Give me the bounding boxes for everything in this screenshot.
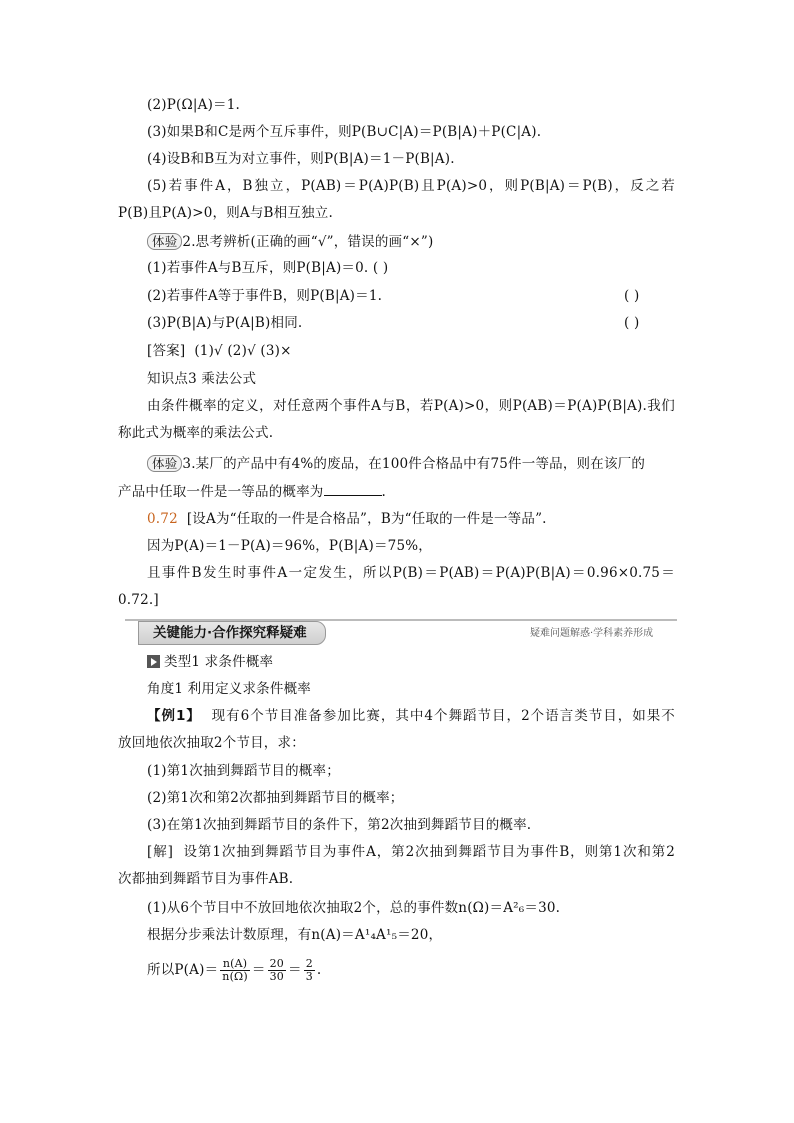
solution-line: 因为P(A)＝1－P(A)＝96%，P(B|A)＝75%， [147,538,432,554]
answer-paren: ( ) [624,315,640,331]
answer-text: (1)√ (2)√ (3)× [194,343,292,359]
section-slogan: 疑难问题解惑·学科素养形成 [530,628,654,639]
example-text: 现有6个节目准备参加比赛，其中4个舞蹈节目，2个语言类节目，如果不 [211,708,675,724]
question-text: 产品中任取一件是一等品的概率为 [118,484,324,500]
section-title: 关键能力·合作探究释疑难 [138,621,326,645]
answer-line [147,342,292,360]
solution-line: 且事件B发生时事件A一定发生，所以P(B)＝P(AB)＝P(A)P(B|A)＝0.96×0.75＝ [147,565,675,581]
practice-3 [147,455,645,473]
answer-blank [324,482,382,496]
answer-value: 0.72 [147,511,178,527]
type-title: 类型1 求条件概率 [164,654,274,670]
solution-text: 设第1次抽到舞蹈节目为事件A，第2次抽到舞蹈节目为事件B，则第1次和第2 [183,844,675,860]
question-3: (3)P(B|A)与P(A|B)相同. [147,315,303,331]
fraction-numerator: n(A) [220,958,250,971]
fraction-numerator: 2 [305,957,313,970]
solution-line: 0.72.] [118,592,159,608]
formula-prefix: 所以P(A)＝ [147,962,219,978]
period: . [316,962,322,978]
solution-line: 次都抽到舞蹈节目为事件AB. [118,871,294,887]
equals-sign: ＝ [287,962,302,978]
solution-step [147,955,321,985]
fraction [304,958,315,983]
question-1: (1)若事件A与B互斥，则P(B|A)＝0. ( ) [147,260,389,276]
fraction [220,958,250,983]
practice-2 [147,233,433,251]
solution-step: (1)从6个节目中不放回地依次抽取2个，总的事件数n(Ω)＝A²₆＝30. [147,900,561,916]
text-line: P(B)且P(A)>0，则A与B相互独立. [118,205,333,221]
text-line: (4)设B和B互为对立事件，则P(B|A)＝1－P(B|A). [147,151,455,167]
question-2: (2)若事件A等于事件B，则P(B|A)＝1. [147,288,383,304]
practice-tag: 体验 [147,233,182,250]
practice-text: 3.某厂的产品中有4%的废品，在100件合格品中有75件一等品，则在该厂的 [182,456,646,472]
solution-line [147,843,675,861]
example-line: 放回地依次抽取2个节目，求： [118,735,305,751]
fraction-denominator: 3 [305,970,313,983]
practice-tag: 体验 [147,455,182,472]
solution-line [147,510,547,528]
text-line: (5)若事件A，B独立，P(AB)＝P(A)P(B)且P(A)>0，则P(B|A)＝P(B)，反之若 [147,178,675,194]
example-line [147,707,675,725]
text-line: (3)如果B和C是两个互斥事件，则P(B∪C|A)＝P(B|A)＋P(C|A). [147,124,542,140]
example-question: (3)在第1次抽到舞蹈节目的条件下，第2次抽到舞蹈节目的概率. [147,817,532,833]
example-question: (1)第1次抽到舞蹈节目的概率； [147,763,340,779]
practice-text: 2.思考辨析(正确的画“√”，错误的画“×”) [182,234,434,250]
fraction-denominator: 30 [269,970,284,983]
text-line: 由条件概率的定义，对任意两个事件A与B，若P(A)>0，则P(AB)＝P(A)P(B|A).我们 [147,398,675,414]
solution-text: [设A为“任取的一件是合格品”，B为“任取的一件是一等品”. [186,511,547,527]
play-icon [147,655,160,668]
fraction-denominator: n(Ω) [222,970,248,983]
equals-sign: ＝ [251,962,266,978]
fraction [268,958,286,983]
example-label: 【例1】 [147,708,201,724]
solution-step: 根据分步乘法计数原理，有n(A)＝A¹₄A¹₅＝20， [147,927,443,943]
text-line: 产品中任取一件是一等品的概率为 . [118,484,386,500]
example-question: (2)第1次和第2次都抽到舞蹈节目的概率； [147,790,404,806]
solution-label: [解] [147,844,174,860]
fraction-numerator: 20 [269,957,284,970]
text-line: 称此式为概率的乘法公式. [118,425,274,441]
answer-label: [答案] [147,343,186,359]
type-heading [147,653,273,671]
angle-heading: 角度1 利用定义求条件概率 [147,681,311,697]
text-line: (2)P(Ω|A)＝1. [147,97,241,113]
knowledge-point-title: 知识点3 乘法公式 [147,371,257,387]
answer-paren: ( ) [624,288,640,304]
